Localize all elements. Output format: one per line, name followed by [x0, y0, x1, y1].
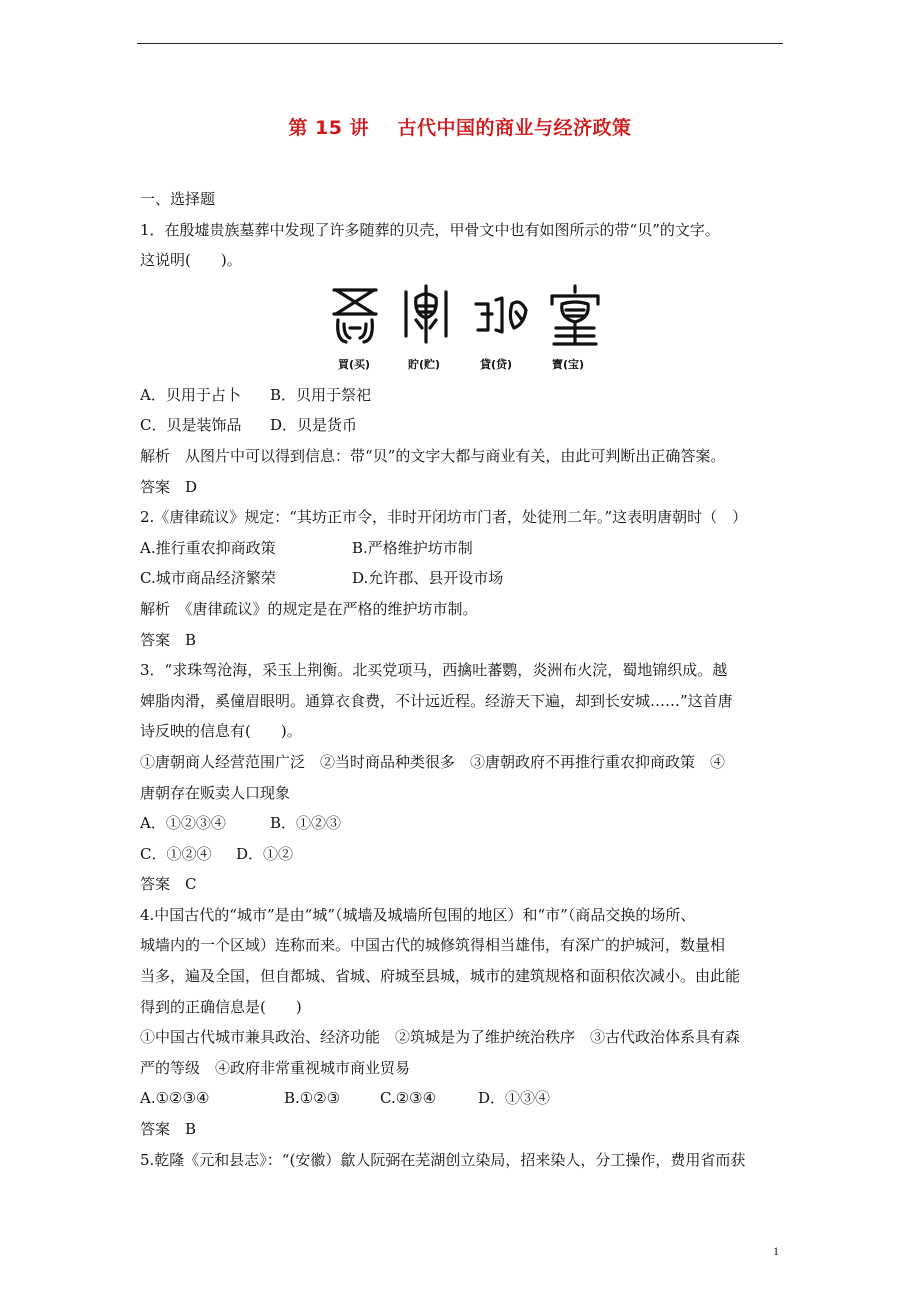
- oracle-glyph-zhu: [402, 284, 450, 346]
- oracle-bone-figure: [140, 276, 785, 380]
- section-heading: 一、选择题: [140, 190, 216, 208]
- q3-items-line-1: ①唐朝商人经营范围广泛 ②当时商品种类很多 ③唐朝政府不再推行重农抑商政策 ④: [140, 752, 726, 771]
- q3-stem-line-1: 3．“求珠驾沧海，采玉上荆衡。北买党项马，西擒吐蕃鹦，炎洲布火浣，蜀地锦织成。越: [140, 661, 728, 680]
- q2-option-d: D.允许郡、县开设市场: [352, 569, 504, 588]
- document-body: [140, 184, 785, 1175]
- header-rule: [137, 43, 783, 44]
- q1-option-c: C．贝是装饰品: [140, 416, 242, 435]
- q4-option-c: C.②③④: [380, 1089, 437, 1108]
- q3-option-c: C．①②④: [140, 844, 212, 863]
- q1-answer: 答案 D: [140, 477, 198, 496]
- q3-answer: 答案 C: [140, 875, 197, 894]
- q3-option-a: A．①②③④: [140, 814, 226, 833]
- q3-stem-line-3: 诗反映的信息有( )。: [140, 722, 302, 741]
- q4-option-b: B.①②③: [284, 1089, 341, 1108]
- q2-stem: 2.《唐律疏议》规定：“其坊正市令，非时开闭坊市门者，处徒刑二年。”这表明唐朝时（ ）: [140, 508, 748, 527]
- q3-stem-line-2: 婢脂肉滑，奚僮眉眼明。通算衣食费，不计远近程。经游天下遍，却到长安城……”这首唐: [140, 691, 733, 710]
- q1-analysis: 解析 从图片中可以得到信息：带“贝”的文字大都与商业有关，由此可判断出正确答案。: [140, 446, 726, 465]
- q1-stem-line-1: 1．在殷墟贵族墓葬中发现了许多随葬的贝壳，甲骨文中也有如图所示的带“贝”的文字。: [140, 220, 720, 239]
- q2-options-row-1: [140, 533, 785, 564]
- q4-items-line-2: 严的等级 ④政府非常重视城市商业贸易: [140, 1058, 411, 1077]
- oracle-glyph-dai: [472, 284, 532, 346]
- q4-stem-line-1: 4.中国古代的“城市”是由“城”（城墙及城墙所包围的地区）和“市”（商品交换的场所、: [140, 905, 696, 924]
- q4-stem-line-4: 得到的正确信息是( ): [140, 997, 302, 1016]
- q1-option-d: D．贝是货币: [270, 416, 358, 435]
- q4-option-a: A.①②③④: [140, 1089, 210, 1108]
- q4-items-line-1: ①中国古代城市兼具政治、经济功能 ②筑城是为了维护统治秩序 ③古代政治体系具有森: [140, 1028, 741, 1047]
- q3-option-d: D．①②: [236, 844, 294, 863]
- q2-option-a: A.推行重农抑商政策: [140, 538, 276, 557]
- q3-option-b: B．①②③: [270, 814, 342, 833]
- q3-items-line-2: 唐朝存在贩卖人口现象: [140, 783, 291, 802]
- q2-options-row-2: [140, 563, 785, 594]
- page-title: 第 15 讲 古代中国的商业与经济政策: [288, 117, 632, 139]
- q4-option-d: D．①③④: [478, 1089, 551, 1108]
- q4-stem-line-2: 城墙内的一个区域）连称而来。中国古代的城修筑得相当雄伟，有深广的护城河，数量相: [140, 936, 726, 955]
- page-number: 1: [773, 1244, 779, 1258]
- glyph-caption-dai: 貸(贷): [480, 357, 513, 371]
- q2-answer: 答案 B: [140, 630, 197, 649]
- q4-stem-line-3: 当多，遍及全国，但自都城、省城、府城至县城，城市的建筑规格和面积依次减小。由此能: [140, 967, 741, 986]
- q1-options-row-2: [140, 410, 785, 441]
- q1-stem-line-2: 这说明( )。: [140, 251, 242, 270]
- q4-options-row: [140, 1083, 785, 1114]
- q2-option-c: C.城市商品经济繁荣: [140, 569, 276, 588]
- glyph-caption-mai: 買(买): [338, 357, 371, 371]
- glyph-caption-bao: 寶(宝): [552, 357, 585, 371]
- q2-analysis: 解析 《唐律疏议》的规定是在严格的维护坊市制。: [140, 599, 478, 618]
- q2-option-b: B.严格维护坊市制: [352, 538, 473, 557]
- oracle-glyph-mai: [330, 284, 380, 346]
- oracle-glyph-bao: [548, 284, 602, 348]
- q1-option-b: B．贝用于祭祀: [270, 385, 372, 404]
- glyph-caption-zhu: 貯(贮): [408, 357, 441, 371]
- q5-stem-line-1: 5.乾隆《元和县志》：“(安徽）歙人阮弼在芜湖创立染局，招来染人，分工操作，费用省而获: [140, 1150, 746, 1169]
- q3-options-row-2: [140, 839, 785, 870]
- q3-options-row-1: [140, 808, 785, 839]
- q4-answer: 答案 B: [140, 1120, 197, 1139]
- q1-option-a: A．贝用于占卜: [140, 385, 241, 404]
- q1-options-row-1: [140, 380, 785, 411]
